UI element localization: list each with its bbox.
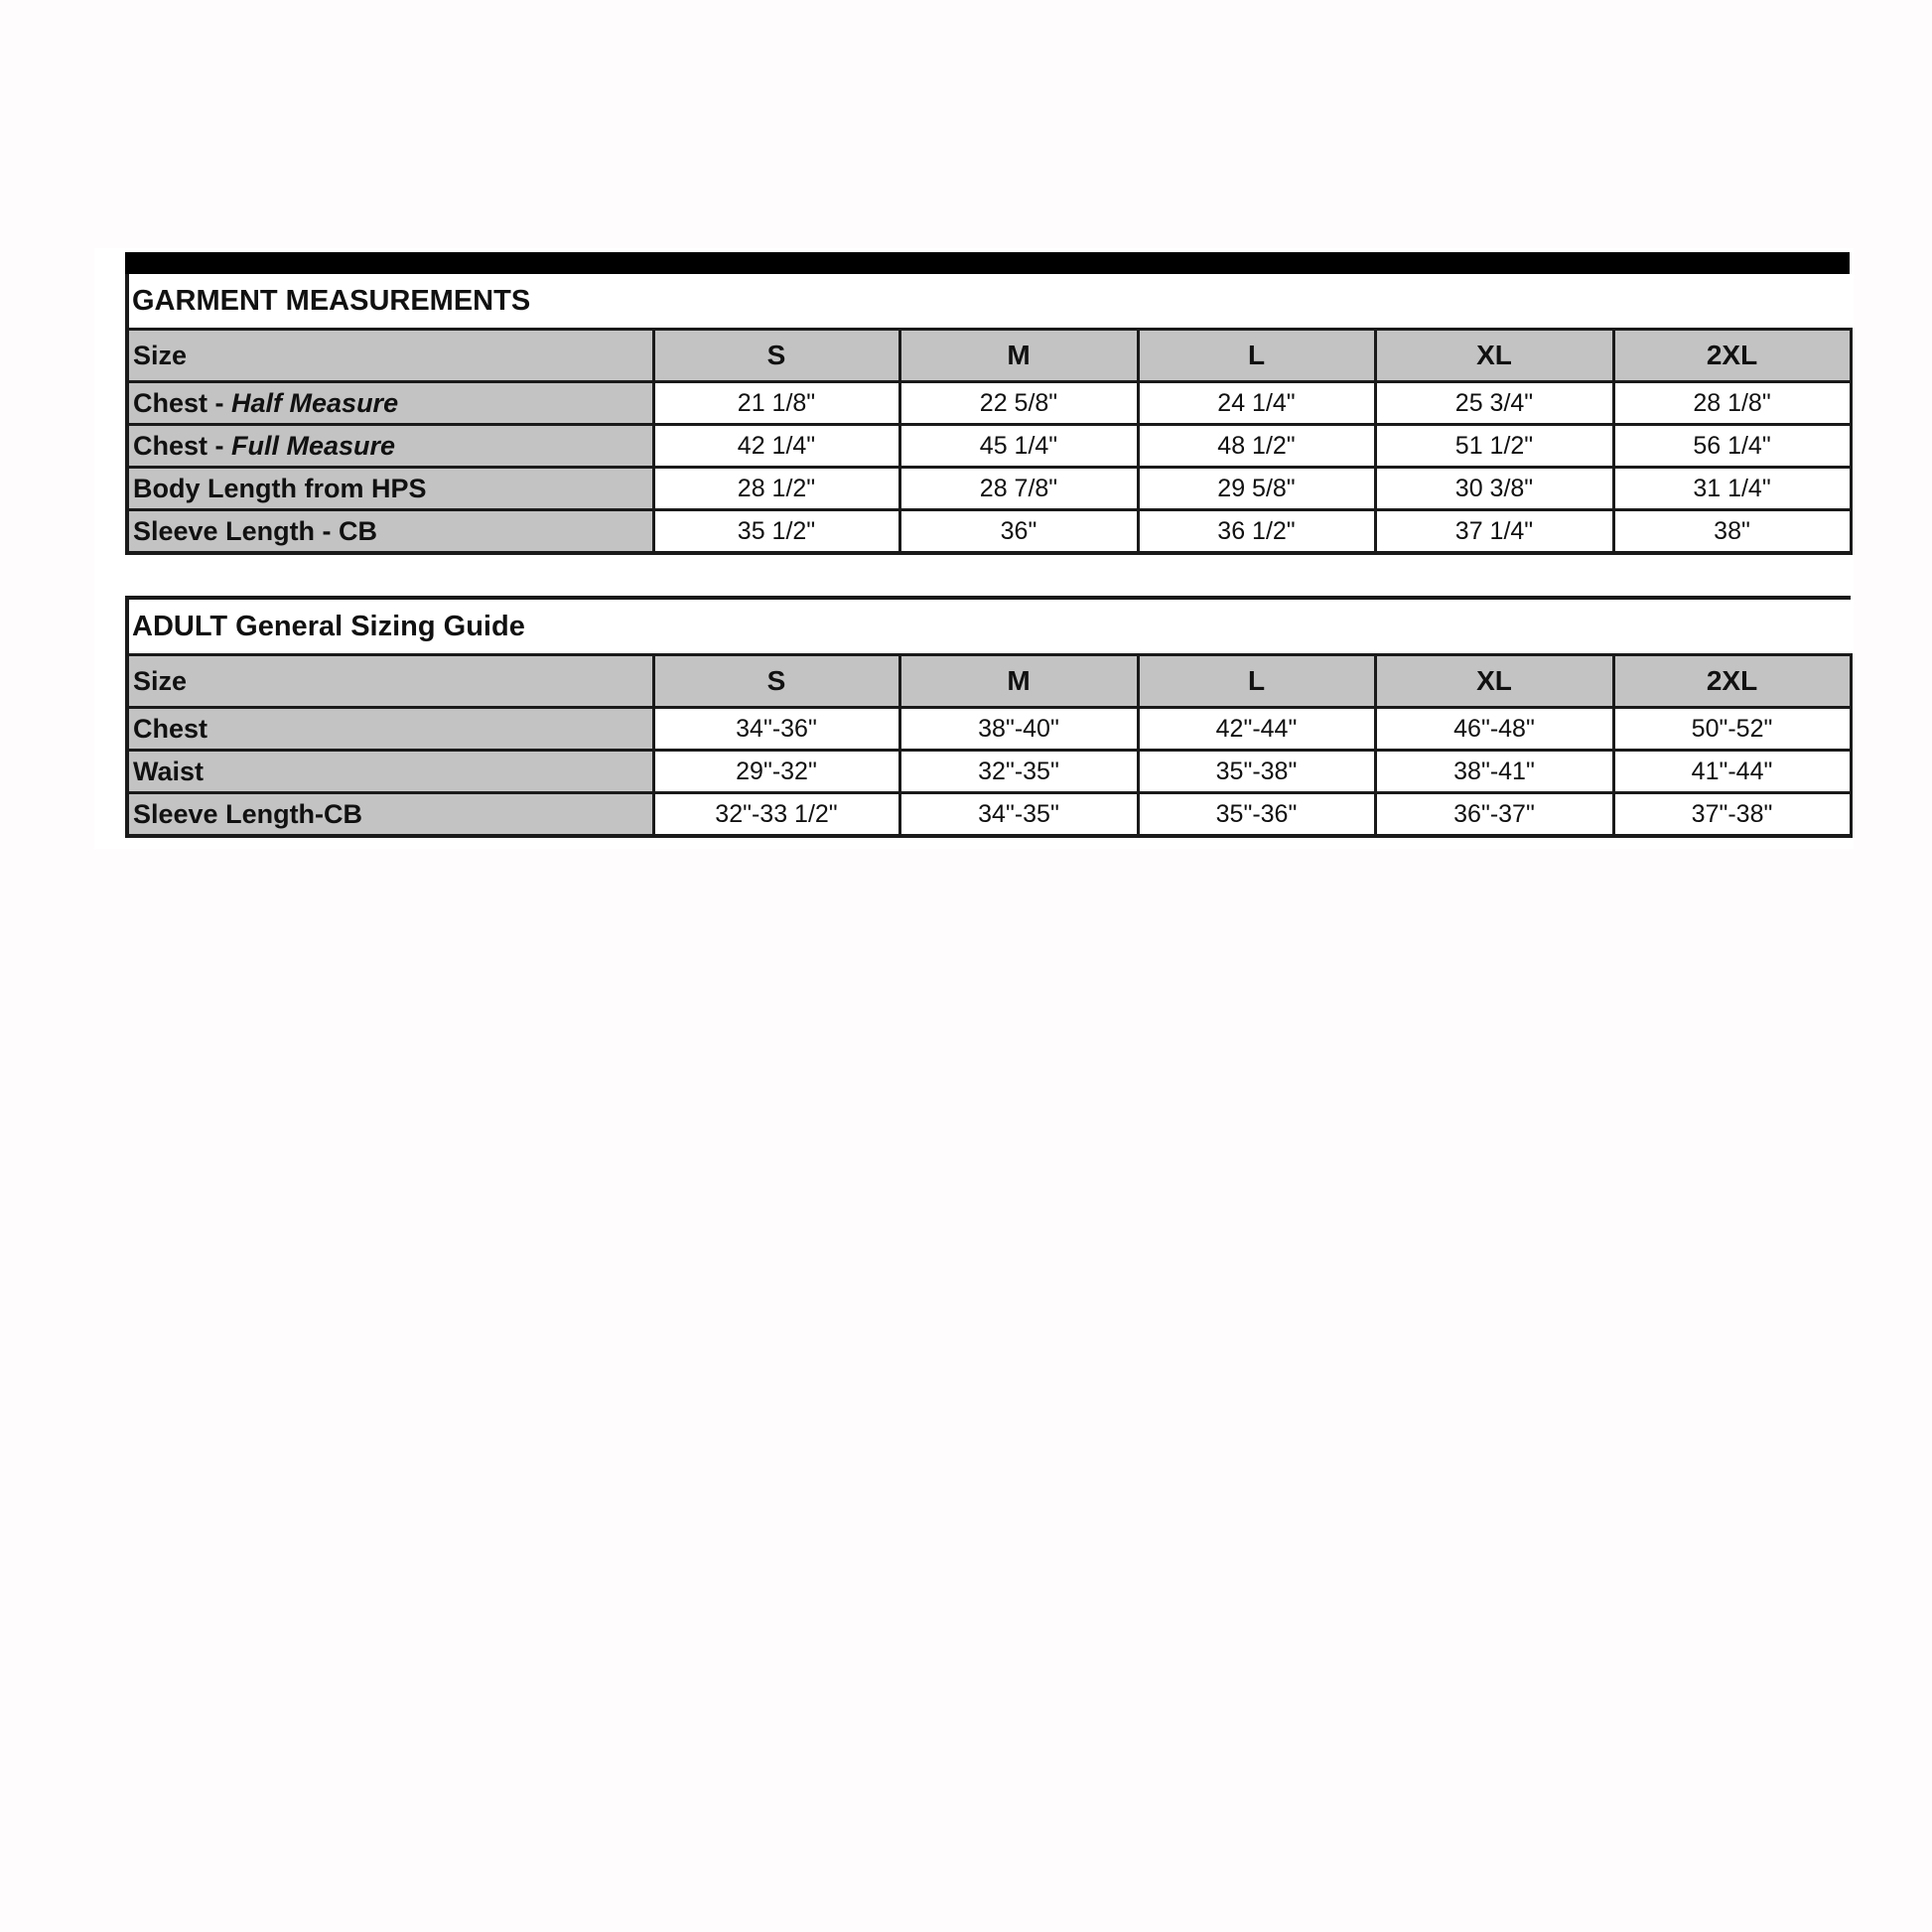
table-cell: 37 1/4" xyxy=(1375,510,1613,554)
table-cell: 34"-36" xyxy=(653,708,899,751)
row-label-emphasis: Half Measure xyxy=(231,388,399,418)
size-header-label: Size xyxy=(127,330,653,382)
table-cell: 38" xyxy=(1613,510,1851,554)
table-title-row xyxy=(127,598,1851,655)
table-row xyxy=(127,425,1851,468)
table-cell: 24 1/4" xyxy=(1138,382,1375,425)
table-cell: 36 1/2" xyxy=(1138,510,1375,554)
table-cell: 36"-37" xyxy=(1375,793,1613,837)
table-cell: 38"-40" xyxy=(899,708,1138,751)
size-header-s: S xyxy=(653,655,899,708)
size-header-m: M xyxy=(899,330,1138,382)
table-row xyxy=(127,382,1851,425)
size-header-row xyxy=(127,330,1851,382)
row-label: Sleeve Length-CB xyxy=(127,793,653,837)
table-row xyxy=(127,793,1851,837)
table-cell: 51 1/2" xyxy=(1375,425,1613,468)
size-header-2xl: 2XL xyxy=(1613,330,1851,382)
size-header-label: Size xyxy=(127,655,653,708)
row-label-text: Chest - xyxy=(133,431,232,461)
table-cell: 36" xyxy=(899,510,1138,554)
table-cell: 42"-44" xyxy=(1138,708,1375,751)
size-header-m: M xyxy=(899,655,1138,708)
row-label: Chest xyxy=(127,708,653,751)
table-cell: 35"-38" xyxy=(1138,751,1375,793)
header-bar xyxy=(125,252,1850,274)
size-header-s: S xyxy=(653,330,899,382)
table-cell: 28 7/8" xyxy=(899,468,1138,510)
row-label xyxy=(127,425,653,468)
size-header-l: L xyxy=(1138,655,1375,708)
size-header-row xyxy=(127,655,1851,708)
row-label-text: Body Length from HPS xyxy=(133,474,427,503)
table-row xyxy=(127,751,1851,793)
table-cell: 29"-32" xyxy=(653,751,899,793)
table-row xyxy=(127,708,1851,751)
table-cell: 46"-48" xyxy=(1375,708,1613,751)
table-title: GARMENT MEASUREMENTS xyxy=(127,274,1851,330)
size-header-xl: XL xyxy=(1375,655,1613,708)
adult-sizing-guide-table xyxy=(125,596,1853,838)
size-header-xl: XL xyxy=(1375,330,1613,382)
row-label-emphasis: Full Measure xyxy=(231,431,396,461)
table-cell: 35 1/2" xyxy=(653,510,899,554)
row-label xyxy=(127,468,653,510)
size-header-l: L xyxy=(1138,330,1375,382)
table-cell: 25 3/4" xyxy=(1375,382,1613,425)
table-cell: 32"-35" xyxy=(899,751,1138,793)
table-cell: 48 1/2" xyxy=(1138,425,1375,468)
table-row xyxy=(127,468,1851,510)
table-cell: 31 1/4" xyxy=(1613,468,1851,510)
row-label xyxy=(127,510,653,554)
table-cell: 45 1/4" xyxy=(899,425,1138,468)
table-cell: 21 1/8" xyxy=(653,382,899,425)
table-cell: 38"-41" xyxy=(1375,751,1613,793)
row-label: Waist xyxy=(127,751,653,793)
table-cell: 50"-52" xyxy=(1613,708,1851,751)
table-cell: 41"-44" xyxy=(1613,751,1851,793)
table-cell: 34"-35" xyxy=(899,793,1138,837)
table-cell: 37"-38" xyxy=(1613,793,1851,837)
table-cell: 56 1/4" xyxy=(1613,425,1851,468)
table-row xyxy=(127,510,1851,554)
table-cell: 42 1/4" xyxy=(653,425,899,468)
table-cell: 29 5/8" xyxy=(1138,468,1375,510)
garment-measurements-table xyxy=(125,274,1853,555)
size-header-2xl: 2XL xyxy=(1613,655,1851,708)
table-title-row xyxy=(127,274,1851,330)
table-title: ADULT General Sizing Guide xyxy=(127,598,1851,655)
table-cell: 35"-36" xyxy=(1138,793,1375,837)
row-label-text: Sleeve Length - CB xyxy=(133,516,378,546)
row-label-text: Chest - xyxy=(133,388,232,418)
table-cell: 28 1/8" xyxy=(1613,382,1851,425)
table-cell: 30 3/8" xyxy=(1375,468,1613,510)
row-label xyxy=(127,382,653,425)
table-cell: 32"-33 1/2" xyxy=(653,793,899,837)
table-cell: 22 5/8" xyxy=(899,382,1138,425)
table-cell: 28 1/2" xyxy=(653,468,899,510)
